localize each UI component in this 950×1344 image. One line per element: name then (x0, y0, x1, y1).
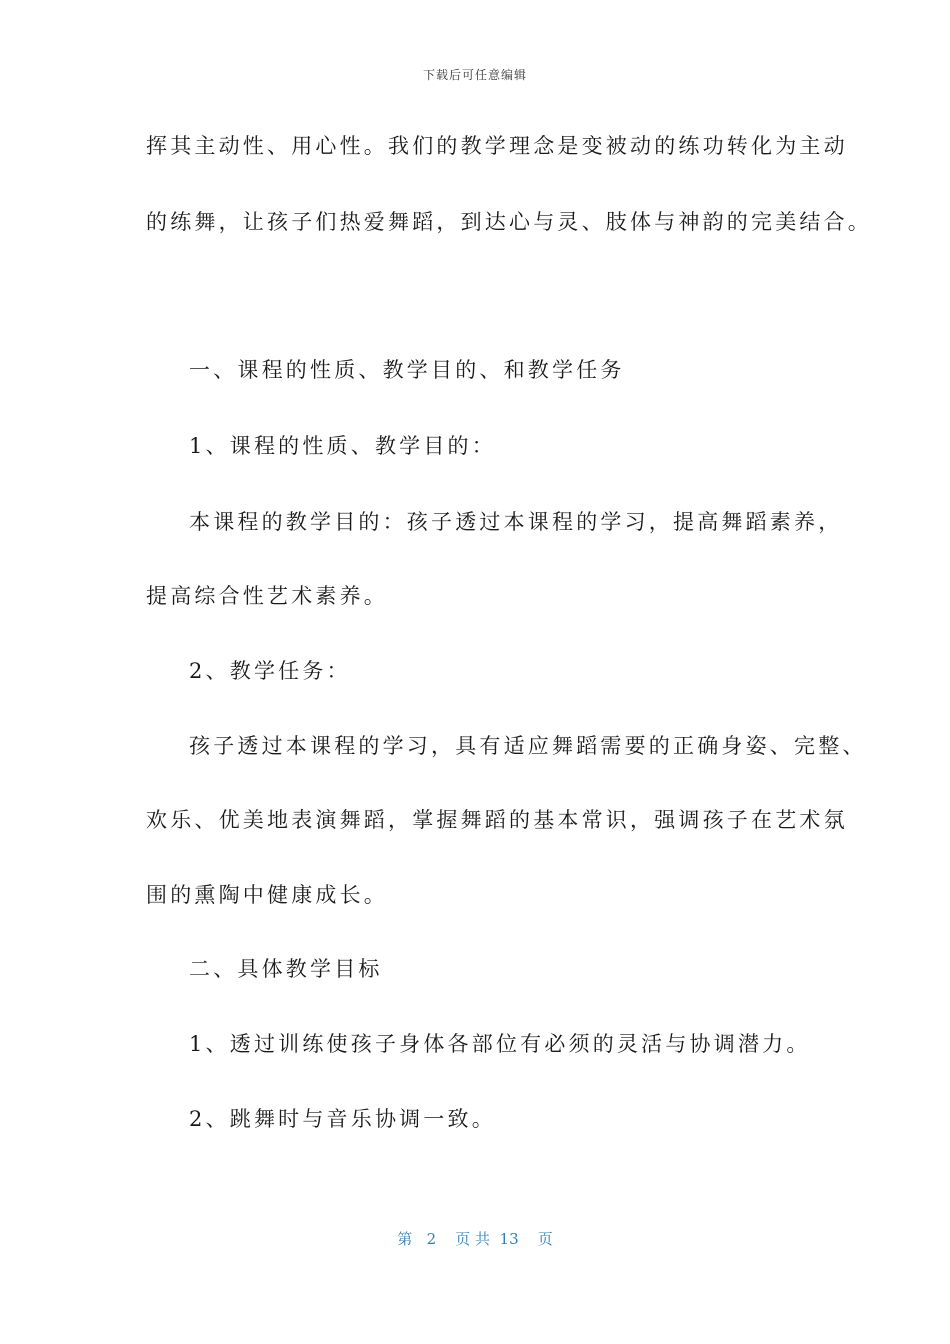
header-note: 下载后可任意编辑 (422, 68, 527, 82)
section-heading: 一、课程的性质、教学目的、和教学任务 (189, 358, 625, 382)
footer-prefix: 第 (397, 1230, 413, 1248)
section-heading: 二、具体教学目标 (189, 957, 383, 981)
list-item: 1、透过训练使孩子身体各部位有必须的灵活与协调潜力。 (189, 1032, 811, 1056)
list-item: 2、跳舞时与音乐协调一致。 (189, 1107, 496, 1131)
total-pages: 13 (499, 1230, 519, 1248)
footer-middle: 页 共 (455, 1230, 490, 1248)
paragraph-line: 的练舞，让孩子们热爱舞蹈，到达心与灵、肢体与神韵的完美结合。 (146, 210, 872, 234)
footer-suffix: 页 (537, 1230, 553, 1248)
subsection-heading: 2、教学任务： (189, 659, 351, 683)
paragraph-line: 孩子透过本课程的学习，具有适应舞蹈需要的正确身姿、完整、 (189, 734, 867, 758)
paragraph-line: 挥其主动性、用心性。我们的教学理念是变被动的练功转化为主动 (146, 134, 848, 158)
page-number: 2 (426, 1230, 437, 1248)
paragraph-line: 提高综合性艺术素养。 (146, 584, 388, 608)
paragraph-line: 本课程的教学目的：孩子透过本课程的学习，提高舞蹈素养， (189, 510, 843, 534)
page-footer (0, 1228, 950, 1249)
paragraph-line: 欢乐、优美地表演舞蹈，掌握舞蹈的基本常识，强调孩子在艺术氛 (146, 808, 848, 832)
paragraph-line: 围的熏陶中健康成长。 (146, 883, 388, 907)
subsection-heading: 1、课程的性质、教学目的： (189, 434, 496, 458)
